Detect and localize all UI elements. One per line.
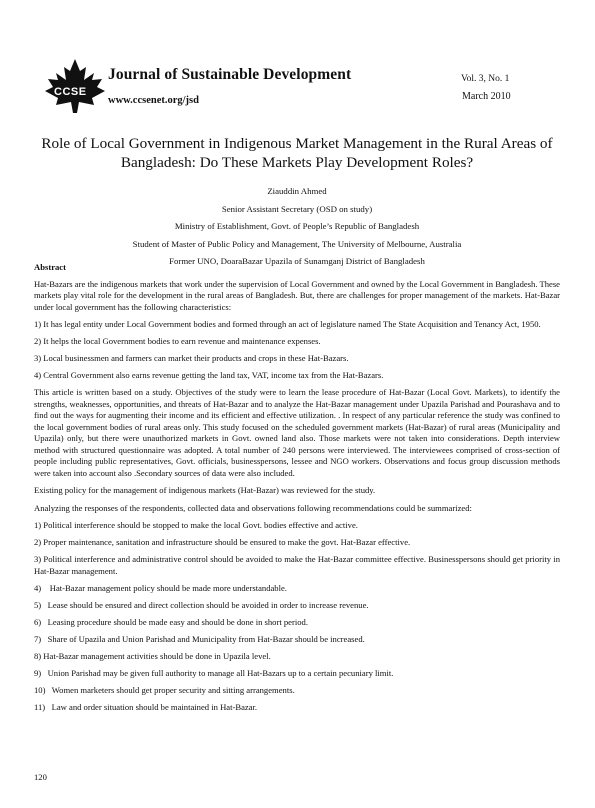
- study-paragraph: This article is written based on a study. Objectives of the study were to learn the lease procedure of Hat-Bazar (Local Govt. Markets), to identify the strengths, weaknesses, opportunities, and threats of Hat-Bazar and to analyze the Hat-Bazar management under Upazila Parishad and Pourashava and to find out the ways for augmenting their income and its efficient and effective utilization. . In respect of any particular reference the study was confined to the local government bodies of rural areas only. This study focused on the scheduled government markets (Hat-Bazar) of rural areas (Municipality and Upazila) only, but there were unauthorized markets in Govt. owned land also. Those markets were not taken into considerations. Depth interview method with structured questionnaire was adopted. A total number of 240 persons were interviewed. The interviewees comprised of cross-section of people including public representatives, Govt. officials, businesspersons, lessee and NGO workers. Observations and focus group discussion methods were taken into account also .Secondary sources of data were also included.: [34, 387, 560, 478]
- abstract-intro: Hat-Bazars are the indigenous markets that work under the supervision of Local Government and owned by the Local Government in Bangladesh. These markets play vital role for the development in the rural areas of Bangladesh. But, there are challenges for proper management of the markets. Hat-Bazar under local government has the following characteristics:: [34, 278, 560, 312]
- affiliation-line: Ministry of Establishment, Govt. of People’s Republic of Bangladesh: [174, 221, 420, 231]
- recommendation-item: 3) Political interference and administrative control should be avoided to make the Hat-Bazar committee effective. Businesspersons should get priority in Hat-Bazar management.: [34, 554, 560, 576]
- recommendation-item: 6) Leasing procedure should be made easy and should be done in short period.: [34, 616, 308, 627]
- paper-title: Role of Local Government in Indigenous Market Management in the Rural Areas of Bangladesh: Do These Markets Play Development Roles?: [41, 135, 553, 171]
- characteristic-item: 2) It helps the local Government bodies to earn revenue and maintenance expenses.: [34, 336, 321, 346]
- affiliation-line: Senior Assistant Secretary (OSD on study): [221, 203, 373, 214]
- abstract-heading: Abstract: [34, 262, 66, 272]
- recommendation-item: 1) Political interference should be stopped to make the local Govt. bodies effective and active.: [34, 520, 358, 530]
- recommendation-item: 4) Hat-Bazar management policy should be made more understandable.: [34, 582, 287, 593]
- logo-text: CCSE: [54, 86, 87, 98]
- recommendation-item: 5) Lease should be ensured and direct collection should be avoided in order to increase revenue.: [34, 599, 369, 610]
- abstract-section: [34, 262, 560, 719]
- recommendation-item: 10) Women marketers should get proper security and sitting arrangements.: [34, 684, 295, 695]
- recommendation-item: 2) Proper maintenance, sanitation and infrastructure should be ensured to make the govt. Hat-Bazar effective.: [34, 537, 411, 547]
- characteristic-item: 4) Central Government also earns revenue getting the land tax, VAT, income tax from the Hat-Bazars.: [34, 370, 384, 380]
- analysis-line: Analyzing the responses of the respondents, collected data and observations following recommendations could be summarized:: [34, 502, 472, 513]
- author-name: Ziauddin Ahmed: [267, 186, 327, 196]
- journal-title: Journal of Sustainable Development: [108, 66, 352, 83]
- issue-date: March 2010: [462, 91, 511, 102]
- recommendation-item: 7) Share of Upazila and Union Parishad and Municipality from Hat-Bazar should be increased.: [34, 633, 365, 644]
- policy-line: Existing policy for the management of indigenous markets (Hat-Bazar) was reviewed for the study.: [34, 485, 376, 495]
- characteristic-item: 3) Local businessmen and farmers can market their products and crops in these Hat-Bazars.: [34, 353, 349, 363]
- ccse-maple-leaf-logo: [42, 58, 108, 114]
- recommendation-item: 9) Union Parishad may be given full authority to manage all Hat-Bazars up to a certain pecuniary limit.: [34, 667, 394, 678]
- affiliation-line: Former UNO, DoaraBazar Upazila of Sunamganj District of Bangladesh: [169, 256, 425, 266]
- affiliation-line: Student of Master of Public Policy and Management, The University of Melbourne, Australia: [132, 238, 462, 249]
- characteristic-item: 1) It has legal entity under Local Government bodies and formed through an act of legislature named The State Acquisition and Tenancy Act, 1950.: [34, 319, 541, 329]
- page-number: 120: [34, 772, 47, 782]
- volume-issue: Vol. 3, No. 1: [461, 74, 510, 84]
- journal-url[interactable]: www.ccsenet.org/jsd: [108, 95, 199, 106]
- author-block: [36, 183, 558, 271]
- recommendation-item: 8) Hat-Bazar management activities should be done in Upazila level.: [34, 650, 271, 661]
- recommendation-item: 11) Law and order situation should be maintained in Hat-Bazar.: [34, 701, 258, 712]
